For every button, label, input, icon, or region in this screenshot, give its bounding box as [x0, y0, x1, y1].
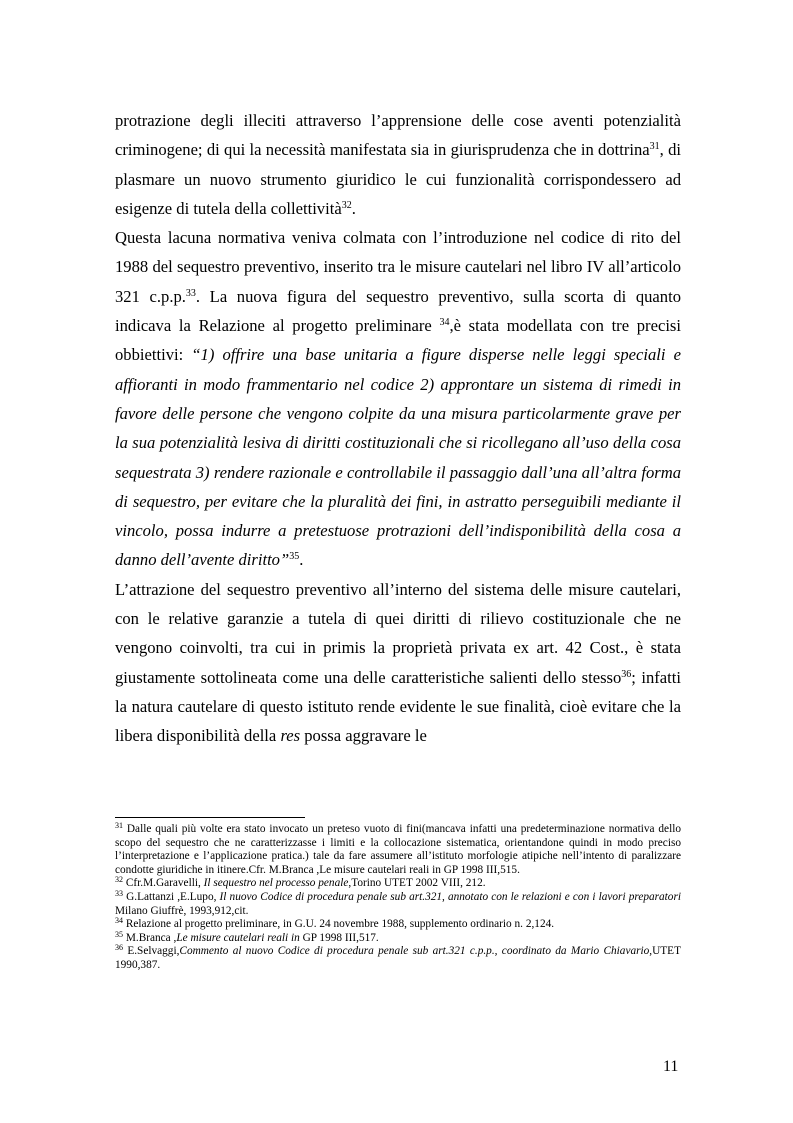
paragraph-text: protrazione degli illeciti attraverso l’apprensione delle cose aventi potenzialità criminogene; di qui la necessità manifestata sia in giurisprudenza che in dottrina: [115, 111, 681, 160]
page-number: 11: [663, 1058, 679, 1075]
footnote-number: 31: [115, 821, 123, 830]
footnote-number: 32: [115, 875, 123, 885]
footnote-36: [115, 945, 681, 972]
footnote-35: [115, 929, 681, 946]
footnote-34: [115, 918, 681, 932]
footnote-text: M.Branca ,: [123, 931, 177, 944]
body-text: [115, 106, 681, 751]
footnote-text: Cfr.M.Garavelli,: [123, 877, 204, 890]
quotation: “1) offrire una base unitaria a figure disperse nelle leggi speciali e affioranti in modo frammentario nel codice 2) approntare un sistema di rimedi in favore delle persone che vengono colpite da una misura particolarmente grave per la sua potenzialità lesiva di diritti costituzionali che si ricollegano all’uso della cosa sequestrata 3) rendere razionale e controllabile il passaggio dall’una all’altra forma di sequestro, per evitare che la pluralità dei fini, in astratto perseguibili mediante il vincolo, possa indurre a pretestuose protrazioni dell’indisponibilità della cosa a danno dell’avente diritto”: [115, 345, 681, 570]
footnote-ref-33[interactable]: 33: [185, 287, 196, 299]
footnote-title: Il nuovo Codice di procedura penale sub art.321, annotato con le relazioni e con i lavori preparatori: [219, 890, 681, 903]
paragraph-text: L’attrazione del sequestro preventivo all’interno del sistema delle misure cautelari, con le relative garanzie a tutela di quei diritti di rilievo costituzionale che ne vengono coinvolti, tra cui in primis la proprietà privata ex art. 42 Cost., è stata giustamente sottolineata come una delle caratteristiche salienti dello stesso: [115, 579, 681, 687]
footnote-text: Dalle quali più volte era stato invocato un preteso vuoto di fini(mancava infatti una predeterminazione normativa dello scopo del sequestro che ne caratterizzasse i limiti e la collocazione sistematica, orientandone quindi in modo preciso l’interpretazione e l’applicazione pratica.) tale da fare assumere all’istituto morfologie atipiche nell’intento di paralizzare condotte giuridiche in itinere.Cfr. M.Branca ,Le misure cautelari reali in GP 1998 III,515.: [115, 823, 681, 876]
paragraph-text: ; infatti la natura cautelare di questo istituto rende evidente le sue finalità, cioè evitare che la libera disponibilità della: [115, 667, 681, 746]
paragraph-2: [115, 223, 681, 575]
footnote-text: Milano Giuffrè, 1993,912,cit.: [115, 890, 698, 917]
footnote-ref-34[interactable]: 34: [439, 317, 450, 329]
footnote-title: Le misure cautelari reali in: [176, 931, 300, 944]
footnote-text: E.Selvaggi,: [123, 945, 180, 958]
footnote-text: ,Torino UTET 2002 VIII, 212.: [348, 877, 486, 890]
footnote-31: [115, 823, 681, 877]
footnote-33: [115, 888, 698, 918]
paragraph-text: Questa lacuna normativa veniva colmata con l’introduzione nel codice di rito del 1988 del sequestro preventivo, inserito tra le misure cautelari nel libro IV all’articolo 321 c.p.p.: [115, 228, 681, 306]
footnote-separator: [115, 817, 305, 818]
footnote-text: G.Lattanzi ,E.Lupo,: [123, 890, 220, 903]
footnote-ref-31[interactable]: 31: [649, 141, 660, 153]
paragraph-text: , di plasmare un nuovo strumento giuridico le cui funzionalità corrispondessero ad esigenze di tutela della collettività: [115, 140, 681, 218]
paragraph-text: possa aggravare le: [300, 726, 427, 746]
footnotes: [115, 821, 698, 973]
paragraph-1: [115, 106, 681, 223]
footnote-ref-32[interactable]: 32: [341, 199, 352, 211]
paragraph-text: ,è stata modellata con tre precisi obbiettivi:: [115, 316, 681, 365]
footnote-32: [115, 877, 681, 891]
footnote-number: 33: [115, 888, 123, 898]
footnote-ref-35[interactable]: 35: [289, 551, 300, 563]
footnote-number: 36: [115, 943, 123, 953]
footnote-ref-36[interactable]: 36: [621, 668, 632, 680]
latin-term: res: [280, 726, 301, 746]
footnote-title: Il sequestro nel processo penale: [203, 877, 349, 890]
footnote-number: 35: [115, 929, 123, 939]
paragraph-3: [115, 575, 681, 751]
footnote-number: 34: [115, 916, 123, 926]
paragraph-text: .: [299, 550, 304, 570]
paragraph-text: . La nuova figura del sequestro preventivo, sulla scorta di quanto indicava la Relazione al progetto preliminare: [115, 286, 681, 336]
footnote-title: Commento al nuovo Codice di procedura penale sub art.321 c.p.p., coordinato da Mario Chiavario,: [179, 945, 653, 958]
paragraph-text: .: [351, 198, 356, 218]
footnote-text: GP 1998 III,517.: [299, 931, 379, 944]
footnote-text: UTET 1990,387.: [115, 945, 681, 971]
footnote-text: Relazione al progetto preliminare, in G.U. 24 novembre 1988, supplemento ordinario n. 2,124.: [123, 918, 555, 931]
